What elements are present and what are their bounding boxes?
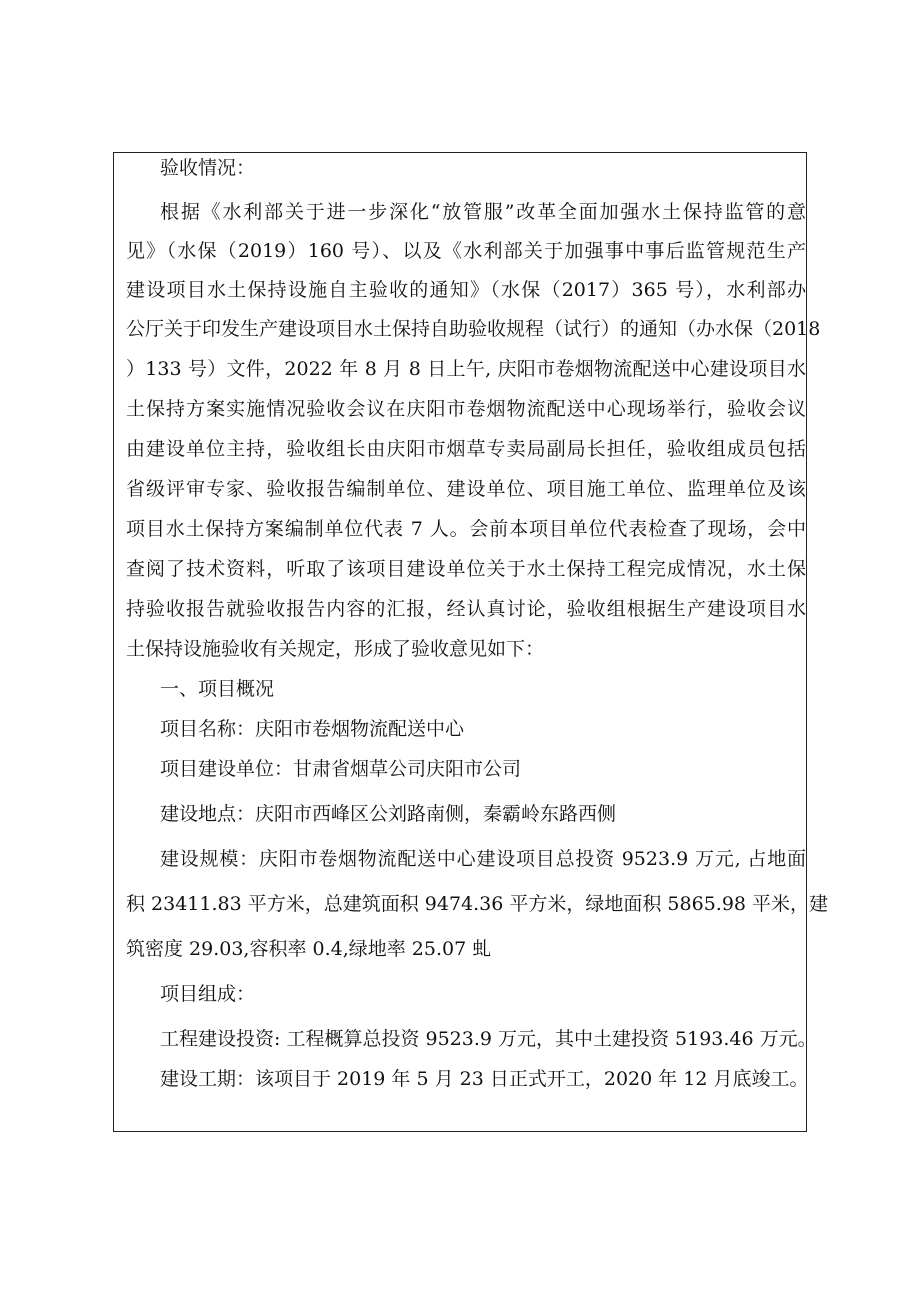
paragraph-line: 建设项目水土保持设施自主验收的通知》（水保（2017）365 号），水利部办 xyxy=(126,279,806,301)
paragraph-line: 省级评审专家、验收报告编制单位、建设单位、项目施工单位、监理单位及该 xyxy=(126,478,806,500)
project-builder: 项目建设单位：甘肃省烟草公司庆阳市公司 xyxy=(160,758,522,780)
project-investment: 工程建设投资: 工程概算总投资 9523.9 万元，其中土建投资 5193.46 万元。 xyxy=(160,1028,817,1050)
construction-scale: 建设规模：庆阳市卷烟物流配送中心建设项目总投资 9523.9 万元, 占地面 xyxy=(160,848,806,870)
paragraph-line: 公厅关于印发生产建设项目水土保持自助验收规程（试行）的通知（办水保（2018 xyxy=(126,318,821,340)
construction-scale-line: 积 23411.83 平方米，总建筑面积 9474.36 平方米，绿地面积 5865.98 平米，建 xyxy=(126,893,829,915)
section-heading-project-overview: 一、项目概况 xyxy=(160,678,275,700)
paragraph-line: ）133 号）文件，2022 年 8 月 8 日上午, 庆阳市卷烟物流配送中心建设项目水 xyxy=(126,358,806,380)
paragraph-line: 持验收报告就验收报告内容的汇报，经认真讨论，验收组根据生产建设项目水 xyxy=(126,598,806,620)
paragraph-line: 土保持设施验收有关规定，形成了验收意见如下： xyxy=(126,638,545,660)
paragraph-line: 见》（水保（2019）160 号）、以及《水利部关于加强事中事后监管规范生产 xyxy=(126,240,806,262)
project-name: 项目名称：庆阳市卷烟物流配送中心 xyxy=(160,718,465,740)
paragraph-line: 查阅了技术资料，听取了该项目建设单位关于水土保持工程完成情况，水土保 xyxy=(126,558,806,580)
project-composition-heading: 项目组成： xyxy=(160,983,256,1005)
section-heading-acceptance: 验收情况： xyxy=(160,157,256,179)
paragraph-line: 由建设单位主持，验收组长由庆阳市烟草专卖局副局长担任，验收组成员包括 xyxy=(126,438,806,460)
paragraph-line: 项目水土保持方案编制单位代表 7 人。会前本项目单位代表检查了现场，会中 xyxy=(126,518,806,540)
construction-scale-line: 筑密度 29.03,容积率 0.4,绿地率 25.07 虬 xyxy=(126,938,492,960)
construction-period: 建设工期：该项目于 2019 年 5 月 23 日正式开工，2020 年 12 月底竣工。 xyxy=(160,1068,809,1090)
paragraph-line: 土保持方案实施情况验收会议在庆阳市卷烟物流配送中心现场举行，验收会议 xyxy=(126,398,806,420)
paragraph-line: 根据《水利部关于进一步深化“放管服”改革全面加强水土保持监管的意 xyxy=(160,201,806,223)
construction-site: 建设地点：庆阳市西峰区公刘路南侧，秦霸岭东路西侧 xyxy=(160,803,617,825)
